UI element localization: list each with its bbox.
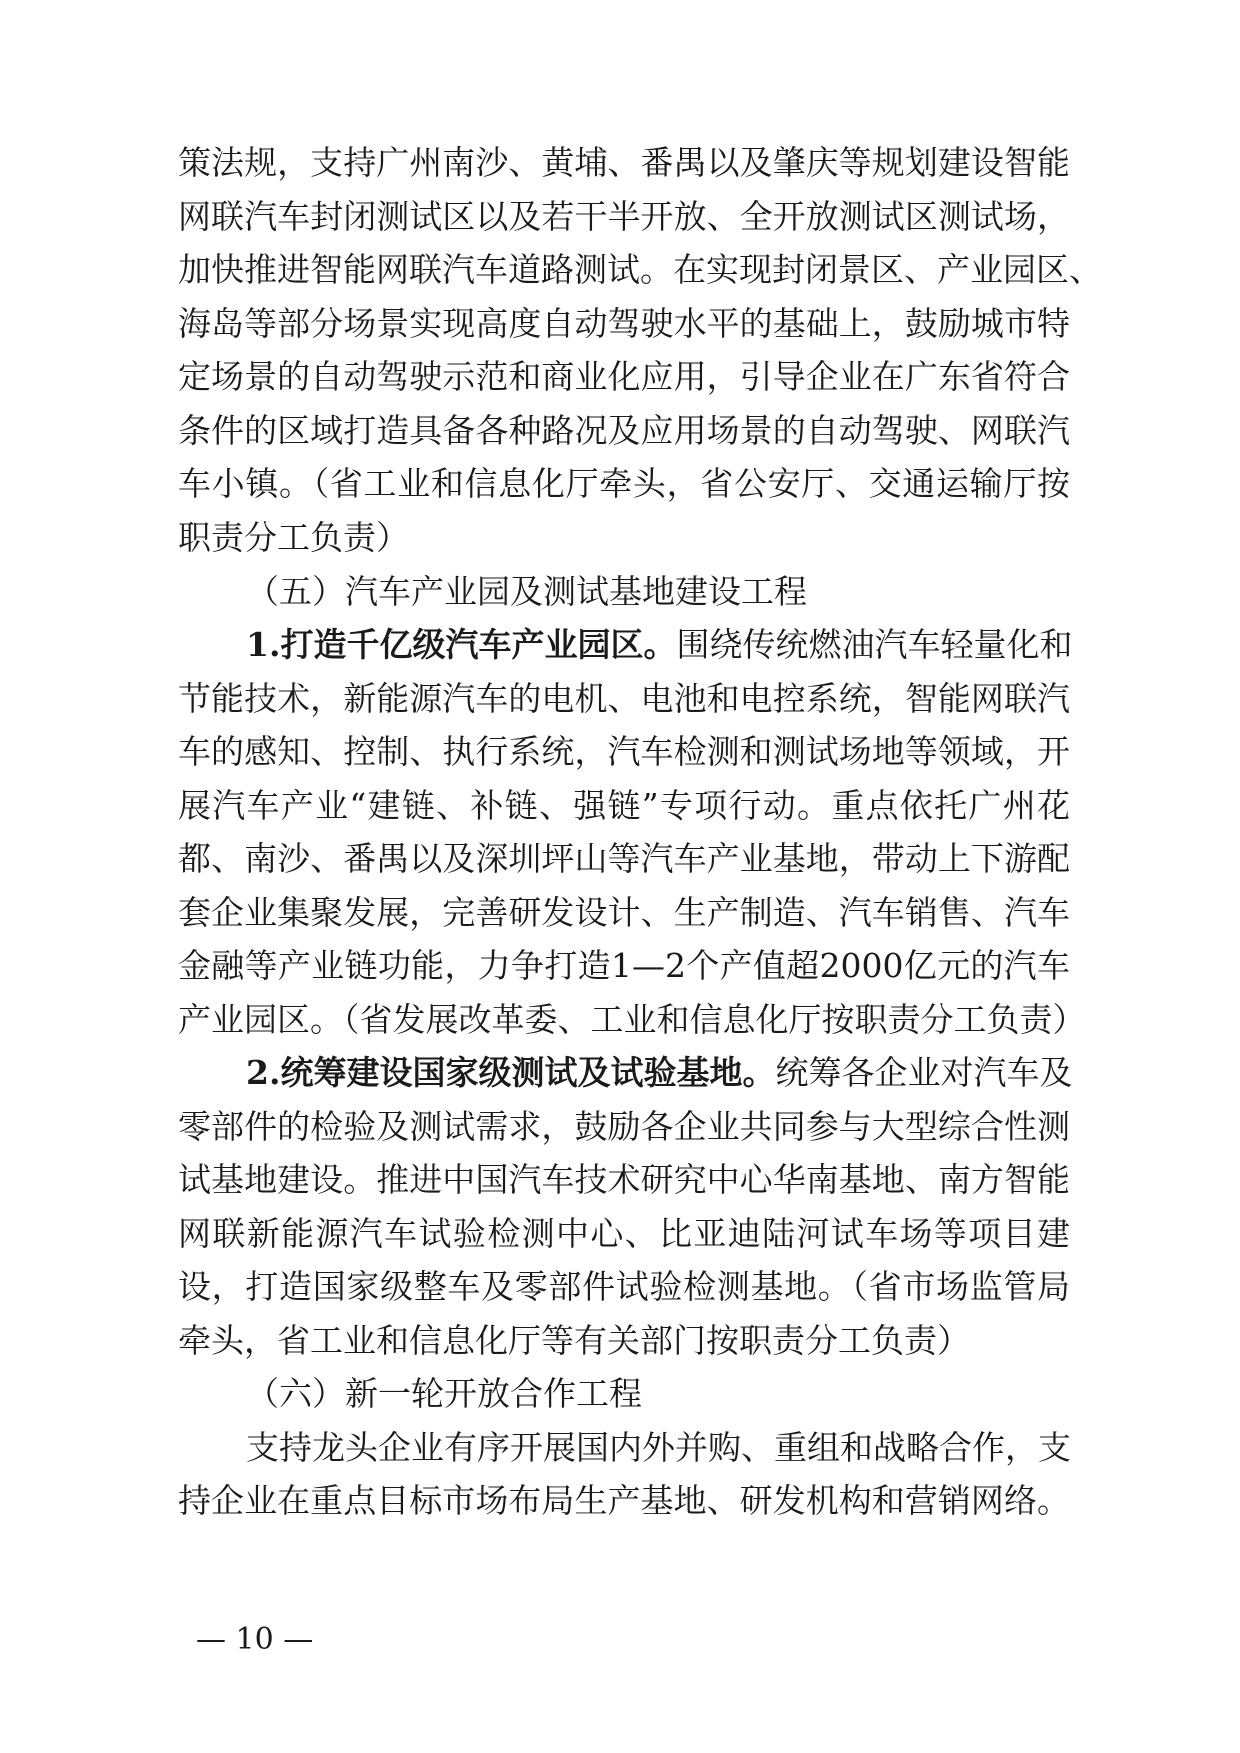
line-text: 网联新能源汽车试验检测中心、比亚迪陆河试车场等项目建 bbox=[178, 1214, 1070, 1253]
line-text: 围绕传统燃油汽车轻量化和 bbox=[676, 625, 1073, 664]
line-text: 定场景的自动驾驶示范和商业化应用，引导企业在广东省符合 bbox=[178, 357, 1070, 396]
body-line-23 bbox=[178, 1321, 970, 1361]
line-text: 加快推进智能网联汽车道路测试。在实现封闭景区、产业园区、 bbox=[178, 250, 1102, 289]
body-line-1 bbox=[178, 143, 1070, 183]
item-2-first-line bbox=[246, 1053, 1073, 1093]
body-line-22 bbox=[178, 1267, 1070, 1307]
line-text: 零部件的检验及测试需求，鼓励各企业共同参与大型综合性测 bbox=[178, 1107, 1070, 1146]
body-line-26 bbox=[178, 1481, 1070, 1521]
line-text: 策法规，支持广州南沙、黄埔、番禺以及肇庆等规划建设智能 bbox=[178, 143, 1070, 182]
item-2-title: 2.统筹建设国家级测试及试验基地。 bbox=[246, 1053, 776, 1092]
line-text: 节能技术，新能源汽车的电机、电池和电控系统，智能网联汽 bbox=[178, 679, 1070, 718]
line-text: 职责分工负责） bbox=[178, 518, 409, 557]
body-line-4 bbox=[178, 304, 1070, 344]
heading-text: （六）新一轮开放合作工程 bbox=[246, 1374, 642, 1413]
body-line-3 bbox=[178, 250, 1102, 290]
line-text: 套企业集聚发展，完善研发设计、生产制造、汽车销售、汽车 bbox=[178, 893, 1070, 932]
line-text: 设，打造国家级整车及零部件试验检测基地。（省市场监管局 bbox=[178, 1267, 1070, 1306]
body-line-6 bbox=[178, 411, 1070, 451]
body-line-14 bbox=[178, 839, 1070, 879]
line-text: 车的感知、控制、执行系统，汽车检测和测试场地等领域，开 bbox=[178, 732, 1070, 771]
body-line-21 bbox=[178, 1214, 1070, 1254]
line-text: 车小镇。（省工业和信息化厅牵头，省公安厅、交通运输厅按 bbox=[178, 464, 1070, 503]
paragraph-first-line bbox=[246, 1428, 1070, 1468]
body-line-8 bbox=[178, 518, 409, 558]
section-heading-5 bbox=[246, 572, 1070, 612]
body-line-19 bbox=[178, 1107, 1070, 1147]
body-line-15 bbox=[178, 893, 1070, 933]
line-text: 条件的区域打造具备各种路况及应用场景的自动驾驶、网联汽 bbox=[178, 411, 1070, 450]
body-line-20 bbox=[178, 1160, 1070, 1200]
item-1-title: 1.打造千亿级汽车产业园区。 bbox=[246, 625, 677, 664]
line-text: 支持龙头企业有序开展国内外并购、重组和战略合作，支 bbox=[246, 1428, 1071, 1467]
body-line-2 bbox=[178, 197, 1070, 237]
item-1-first-line bbox=[246, 625, 1073, 665]
body-line-16 bbox=[178, 946, 1070, 986]
line-text: 展汽车产业“建链、补链、强链”专项行动。重点依托广州花 bbox=[178, 786, 1070, 825]
body-line-11 bbox=[178, 679, 1070, 719]
page-number: — 10 — bbox=[196, 1622, 314, 1657]
heading-text: （五）汽车产业园及测试基地建设工程 bbox=[246, 572, 807, 611]
line-text: 持企业在重点目标市场布局生产基地、研发机构和营销网络。 bbox=[178, 1481, 1070, 1520]
section-heading-6 bbox=[246, 1374, 1070, 1414]
line-text: 网联汽车封闭测试区以及若干半开放、全开放测试区测试场， bbox=[178, 197, 1070, 236]
line-text: 牵头，省工业和信息化厅等有关部门按职责分工负责） bbox=[178, 1321, 970, 1360]
line-text: 金融等产业链功能，力争打造1—2个产值超2000亿元的汽车 bbox=[178, 946, 1070, 985]
line-text: 产业园区。（省发展改革委、工业和信息化厅按职责分工负责） bbox=[178, 1000, 1086, 1039]
body-line-5 bbox=[178, 357, 1070, 397]
line-text: 海岛等部分场景实现高度自动驾驶水平的基础上，鼓励城市特 bbox=[178, 304, 1070, 343]
body-line-7 bbox=[178, 464, 1070, 504]
line-text: 试基地建设。推进中国汽车技术研究中心华南基地、南方智能 bbox=[178, 1160, 1070, 1199]
body-line-13 bbox=[178, 786, 1070, 826]
line-text: 都、南沙、番禺以及深圳坪山等汽车产业基地，带动上下游配 bbox=[178, 839, 1070, 878]
line-text: 统筹各企业对汽车及 bbox=[775, 1053, 1073, 1092]
body-line-12 bbox=[178, 732, 1070, 772]
body-line-17 bbox=[178, 1000, 1086, 1040]
